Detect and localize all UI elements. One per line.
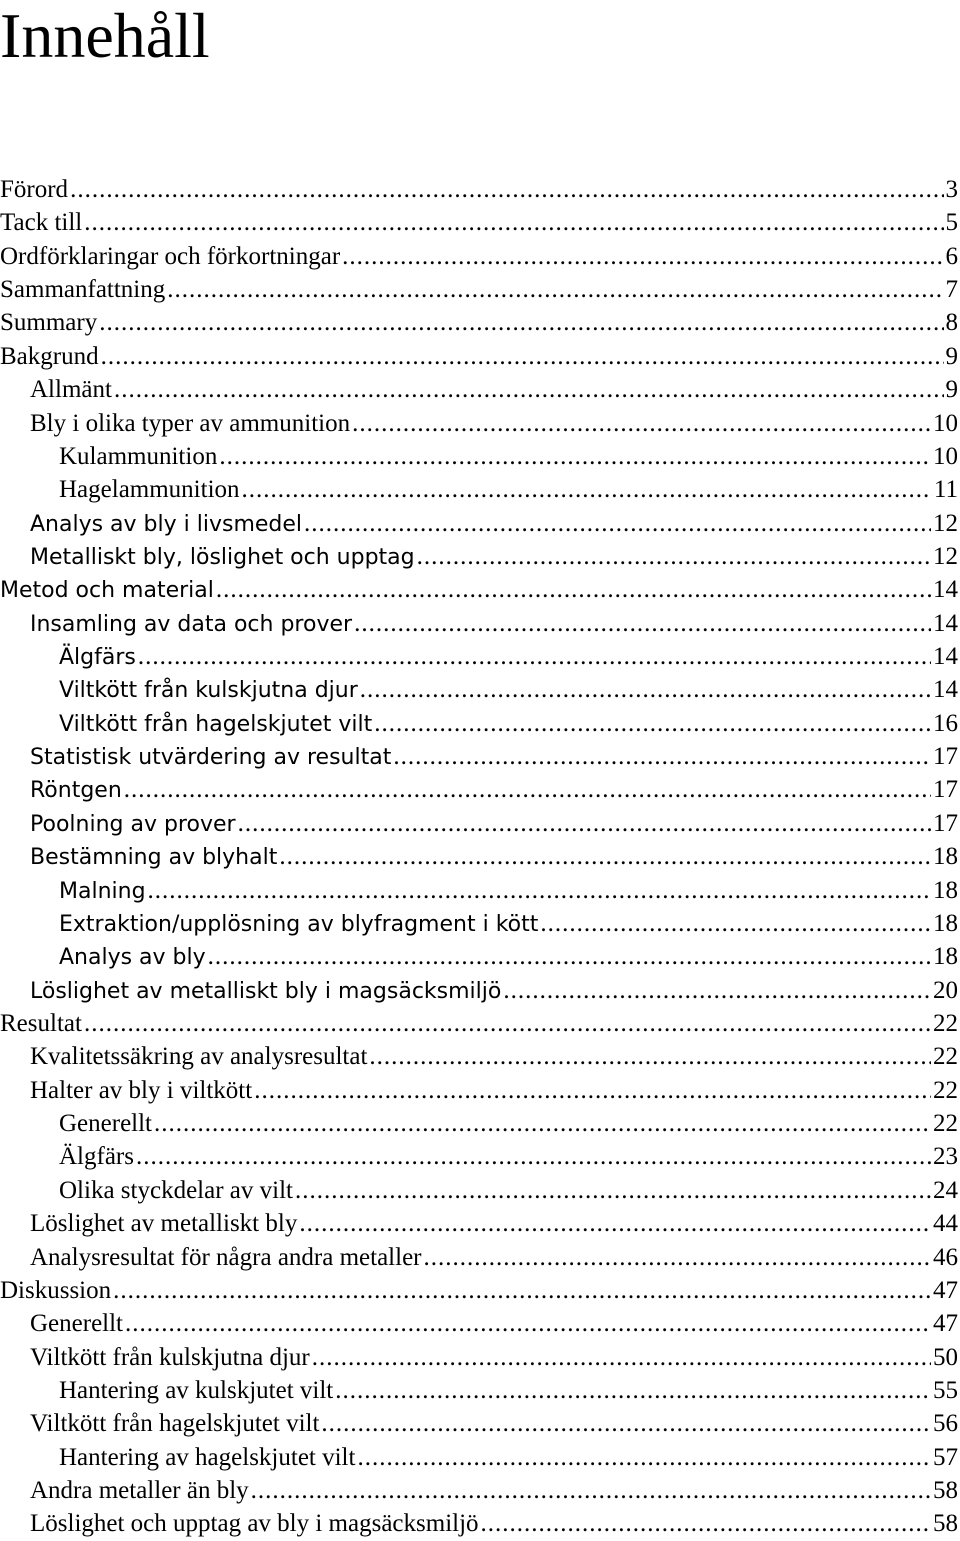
toc-entry-label: Bakgrund <box>0 342 99 370</box>
toc-entry-page-number: 47 <box>933 1276 958 1304</box>
toc-entry[interactable] <box>0 240 958 273</box>
dot-leader <box>540 907 931 940</box>
toc-entry-page-number: 12 <box>933 542 958 570</box>
toc-entry-label: Olika styckdelar av vilt <box>59 1176 293 1204</box>
toc-entry-label: Insamling av data och prover <box>30 611 353 637</box>
toc-entry-label: Metalliskt bly, löslighet och upptag <box>30 544 415 570</box>
toc-entry-label: Förord <box>0 176 69 203</box>
toc-entry[interactable] <box>0 773 958 806</box>
toc-entry-page-number: 57 <box>933 1443 958 1471</box>
dot-leader <box>70 173 943 206</box>
dot-leader <box>424 1241 932 1274</box>
toc-entry[interactable] <box>0 840 958 873</box>
toc-entry-page-number: 9 <box>945 342 958 370</box>
toc-entry-page-number: 58 <box>933 1510 958 1538</box>
toc-entry-label: Poolning av prover <box>30 811 236 837</box>
dot-leader <box>417 540 931 573</box>
dot-leader <box>503 974 931 1007</box>
toc-entry[interactable] <box>0 373 958 406</box>
dot-leader <box>304 507 931 540</box>
toc-entry-label: Bestämning av blyhalt <box>30 845 278 871</box>
toc-entry[interactable] <box>0 1007 958 1040</box>
toc-entry[interactable] <box>0 1441 958 1474</box>
dot-leader <box>101 340 944 373</box>
toc-entry-label: Röntgen <box>30 778 122 804</box>
toc-entry[interactable] <box>0 1207 958 1240</box>
dot-leader <box>279 840 931 873</box>
toc-entry[interactable] <box>0 1307 958 1340</box>
toc-entry-page-number: 3 <box>945 176 958 203</box>
toc-entry-page-number: 12 <box>933 509 958 537</box>
toc-entry-label: Hantering av hagelskjutet vilt <box>59 1443 356 1471</box>
dot-leader <box>99 306 943 339</box>
toc-entry[interactable] <box>0 1407 958 1440</box>
toc-entry-label: Löslighet och upptag av bly i magsäcksmiljö <box>30 1510 479 1538</box>
toc-entry-page-number: 22 <box>933 1009 958 1037</box>
toc-entry-page-number: 47 <box>933 1310 958 1338</box>
toc-entry[interactable] <box>0 673 958 706</box>
toc-entry-label: Malning <box>59 878 146 904</box>
toc-entry-page-number: 18 <box>933 876 958 904</box>
toc-entry[interactable] <box>0 273 958 306</box>
dot-leader <box>352 407 931 440</box>
toc-entry-page-number: 20 <box>933 976 958 1004</box>
toc-entry-page-number: 18 <box>933 909 958 937</box>
toc-entry-page-number: 11 <box>933 476 958 504</box>
toc-entry-page-number: 9 <box>945 376 958 404</box>
dot-leader <box>208 940 931 973</box>
toc-entry[interactable] <box>0 1341 958 1374</box>
toc-entry-label: Diskussion <box>0 1276 112 1304</box>
toc-entry[interactable] <box>0 1140 958 1173</box>
toc-entry-label: Viltkött från kulskjutna djur <box>30 1343 310 1371</box>
dot-leader <box>393 740 931 773</box>
dot-leader <box>154 1107 931 1140</box>
toc-entry-page-number: 17 <box>933 809 958 837</box>
toc-entry-page-number: 23 <box>933 1143 958 1171</box>
dot-leader <box>125 1307 931 1340</box>
dot-leader <box>238 807 931 840</box>
toc-entry-page-number: 22 <box>933 1110 958 1138</box>
dot-leader <box>148 874 931 907</box>
toc-entry[interactable] <box>0 807 958 840</box>
toc-entry-label: Summary <box>0 309 98 337</box>
toc-entry-label: Generellt <box>30 1310 124 1338</box>
dot-leader <box>254 1074 931 1107</box>
dot-leader <box>167 273 943 306</box>
dot-leader <box>84 206 943 239</box>
toc-entry-page-number: 10 <box>933 442 958 470</box>
dot-leader <box>357 1441 931 1474</box>
toc-entry-page-number: 55 <box>933 1376 958 1404</box>
toc-entry[interactable] <box>0 340 958 373</box>
toc-entry-page-number: 58 <box>933 1477 958 1505</box>
toc-entry[interactable] <box>0 607 958 640</box>
table-of-contents <box>0 173 958 1541</box>
dot-leader <box>84 1007 931 1040</box>
toc-entry[interactable] <box>0 306 958 339</box>
toc-entry[interactable] <box>0 473 958 506</box>
toc-entry[interactable] <box>0 874 958 907</box>
toc-entry-label: Älgfärs <box>59 1143 134 1171</box>
toc-entry-label: Sammanfattning <box>0 276 166 304</box>
toc-entry-label: Bly i olika typer av ammunition <box>30 409 351 437</box>
dot-leader <box>124 773 931 806</box>
dot-leader <box>216 573 931 606</box>
toc-entry[interactable] <box>0 1274 958 1307</box>
toc-entry-label: Viltkött från hagelskjutet vilt <box>59 711 373 737</box>
toc-entry-label: Generellt <box>59 1110 153 1138</box>
toc-entry[interactable] <box>0 1040 958 1073</box>
toc-entry-page-number: 24 <box>933 1176 958 1204</box>
toc-entry-label: Resultat <box>0 1009 82 1037</box>
toc-entry-page-number: 8 <box>945 309 958 337</box>
toc-entry-page-number: 14 <box>933 576 958 604</box>
toc-entry-page-number: 17 <box>933 743 958 771</box>
dot-leader <box>242 473 932 506</box>
toc-entry-label: Analysresultat för några andra metaller <box>30 1243 422 1271</box>
toc-entry[interactable] <box>0 1474 958 1507</box>
dot-leader <box>251 1474 931 1507</box>
toc-entry-label: Metod och material <box>0 578 214 604</box>
toc-entry[interactable] <box>0 1374 958 1407</box>
toc-entry-label: Andra metaller än bly <box>30 1477 249 1505</box>
toc-entry-label: Viltkött från hagelskjutet vilt <box>30 1410 320 1438</box>
dot-leader <box>136 1140 931 1173</box>
toc-entry-label: Hagelammunition <box>59 476 240 504</box>
toc-entry-label: Älgfärs <box>59 645 136 671</box>
toc-entry-label: Statistisk utvärdering av resultat <box>30 745 392 771</box>
toc-entry-label: Kulammunition <box>59 442 218 470</box>
toc-entry-label: Kvalitetssäkring av analysresultat <box>30 1043 368 1071</box>
toc-entry-page-number: 6 <box>945 242 958 270</box>
dot-leader <box>138 640 931 673</box>
toc-entry-page-number: 14 <box>933 643 958 671</box>
toc-entry-label: Viltkött från kulskjutna djur <box>59 678 358 704</box>
dot-leader <box>360 673 931 706</box>
toc-entry-page-number: 16 <box>933 709 958 737</box>
toc-entry-label: Halter av bly i viltkött <box>30 1076 253 1104</box>
dot-leader <box>113 1274 931 1307</box>
toc-entry[interactable] <box>0 540 958 573</box>
toc-entry-page-number: 44 <box>933 1210 958 1238</box>
dot-leader <box>114 373 944 406</box>
toc-entry[interactable] <box>0 1241 958 1274</box>
toc-entry-page-number: 22 <box>933 1076 958 1104</box>
toc-entry[interactable] <box>0 507 958 540</box>
toc-entry[interactable] <box>0 907 958 940</box>
dot-leader <box>295 1174 931 1207</box>
toc-entry-page-number: 18 <box>933 943 958 971</box>
toc-entry-page-number: 50 <box>933 1343 958 1371</box>
toc-entry-page-number: 46 <box>933 1243 958 1271</box>
toc-entry-label: Löslighet av metalliskt bly <box>30 1210 298 1238</box>
toc-entry[interactable] <box>0 573 958 606</box>
toc-entry[interactable] <box>0 1107 958 1140</box>
dot-leader <box>354 607 931 640</box>
toc-entry-page-number: 14 <box>933 609 958 637</box>
toc-entry-label: Extraktion/upplösning av blyfragment i kött <box>59 911 539 937</box>
dot-leader <box>374 707 931 740</box>
dot-leader <box>299 1207 931 1240</box>
toc-entry-page-number: 14 <box>933 676 958 704</box>
toc-entry[interactable] <box>0 173 958 206</box>
toc-entry-page-number: 22 <box>933 1043 958 1071</box>
toc-entry-label: Ordförklaringar och förkortningar <box>0 242 341 270</box>
toc-entry-label: Analys av bly i livsmedel <box>30 511 303 537</box>
dot-leader <box>342 240 943 273</box>
toc-entry[interactable] <box>0 740 958 773</box>
toc-entry-label: Löslighet av metalliskt bly i magsäcksmiljö <box>30 978 502 1004</box>
toc-entry-label: Tack till <box>0 209 83 237</box>
dot-leader <box>219 440 931 473</box>
page-title: Innehåll <box>0 0 210 71</box>
toc-entry-page-number: 10 <box>933 409 958 437</box>
toc-entry[interactable] <box>0 407 958 440</box>
toc-entry[interactable] <box>0 940 958 973</box>
toc-entry[interactable] <box>0 974 958 1007</box>
toc-entry[interactable] <box>0 1507 958 1540</box>
dot-leader <box>481 1507 931 1540</box>
toc-entry[interactable] <box>0 707 958 740</box>
toc-entry-page-number: 18 <box>933 843 958 871</box>
dot-leader <box>369 1040 931 1073</box>
dot-leader <box>312 1341 931 1374</box>
toc-entry-page-number: 56 <box>933 1410 958 1438</box>
toc-entry-label: Hantering av kulskjutet vilt <box>59 1376 334 1404</box>
toc-entry-page-number: 17 <box>933 776 958 804</box>
dot-leader <box>335 1374 931 1407</box>
toc-entry-label: Allmänt <box>30 376 112 404</box>
toc-entry[interactable] <box>0 1174 958 1207</box>
toc-entry[interactable] <box>0 1074 958 1107</box>
toc-entry-label: Analys av bly <box>59 945 206 971</box>
toc-entry[interactable] <box>0 640 958 673</box>
toc-entry[interactable] <box>0 440 958 473</box>
toc-entry-page-number: 7 <box>945 276 958 304</box>
dot-leader <box>321 1407 931 1440</box>
toc-entry-page-number: 5 <box>945 209 958 237</box>
toc-entry[interactable] <box>0 206 958 239</box>
